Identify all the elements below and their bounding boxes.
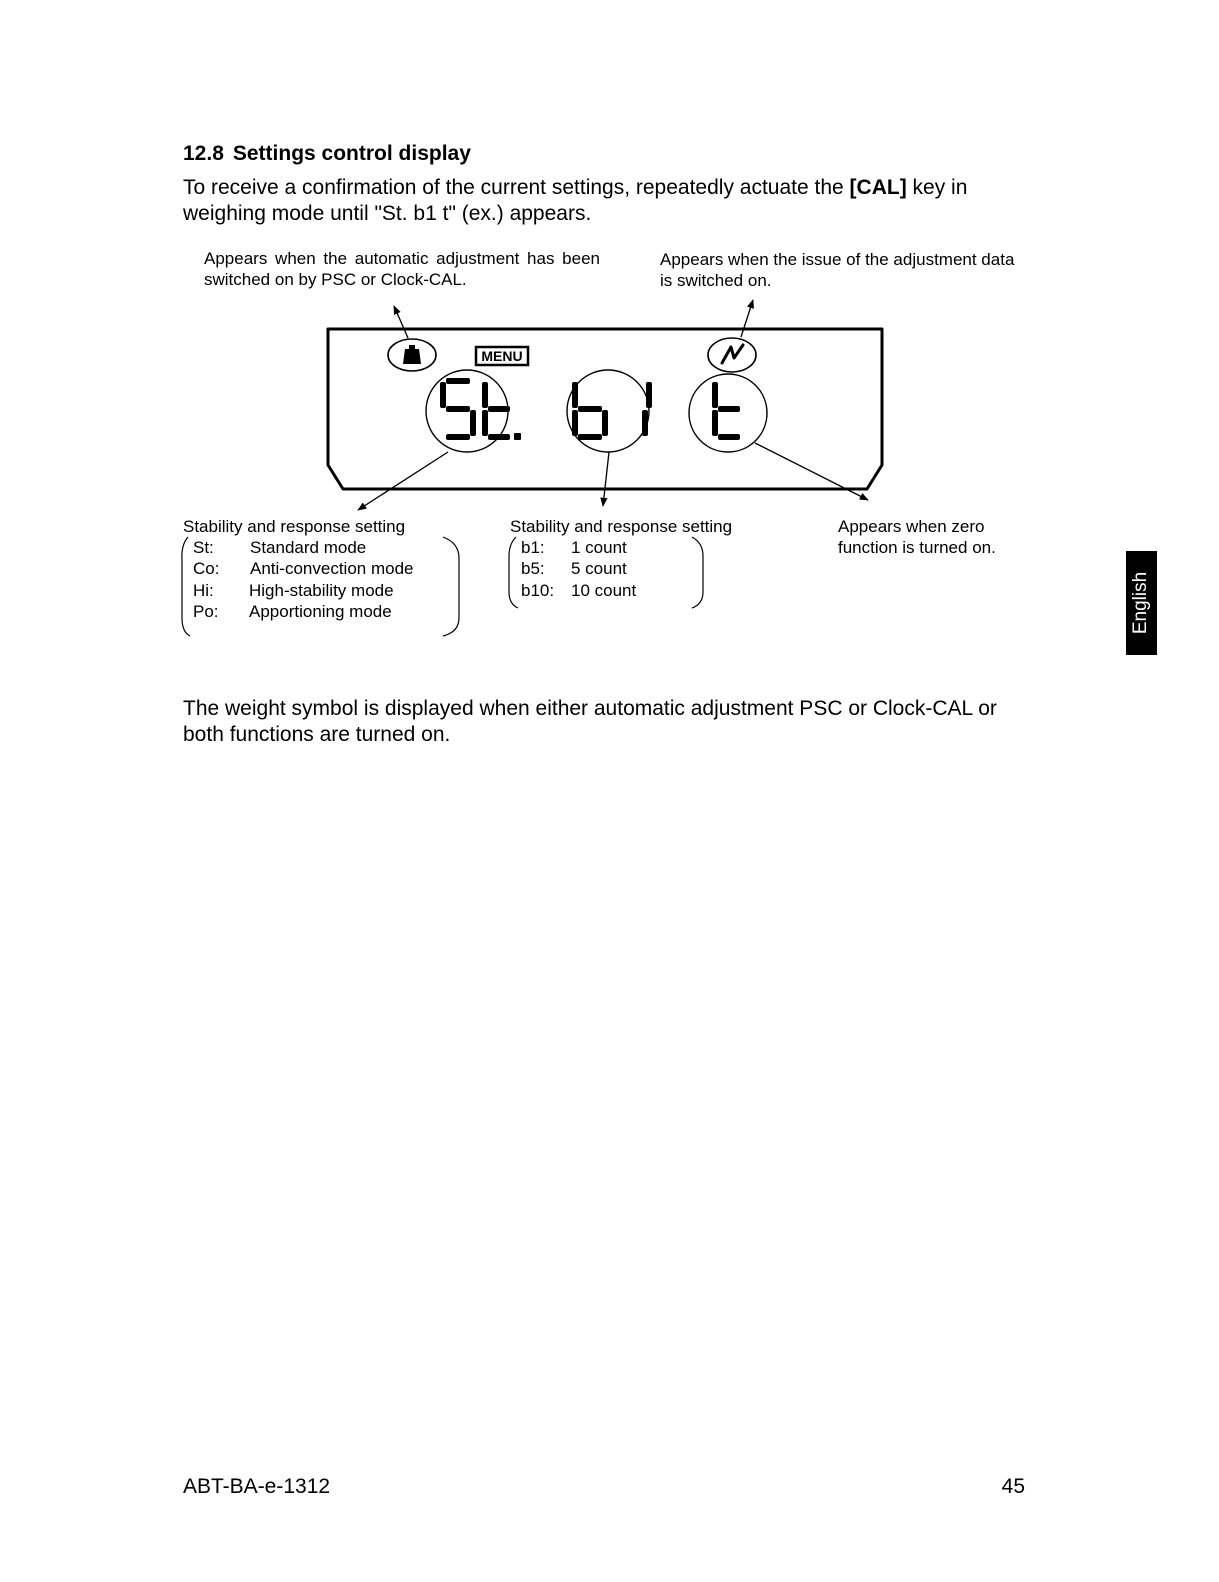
stability-count-title: Stability and response setting xyxy=(510,517,733,536)
mode-text: Standard mode xyxy=(250,538,367,557)
mode-code: Co: xyxy=(193,559,220,579)
stability-count-bracket-left xyxy=(509,537,518,608)
list-item xyxy=(193,580,453,601)
stability-mode-bracket-left xyxy=(182,537,190,636)
mode-text: High-stability mode xyxy=(249,580,394,600)
count-text: 10 count xyxy=(571,580,637,600)
weight-icon xyxy=(388,339,436,371)
data-output-symbol-arrow xyxy=(741,300,753,337)
stability-mode-title: Stability and response setting xyxy=(183,517,406,536)
list-item xyxy=(521,558,701,579)
zero-function-arrow xyxy=(755,443,868,500)
count-code: b10: xyxy=(521,580,555,600)
zero-function-callout: Appears when zero function is turned on. xyxy=(838,517,996,557)
menu-indicator xyxy=(476,347,528,365)
count-text: 5 count xyxy=(571,559,627,579)
data-output-symbol-callout: Appears when the issue of the adjustment data is switched on. xyxy=(660,250,1015,290)
list-item xyxy=(193,537,453,558)
adjustment-symbol-arrow xyxy=(394,306,408,338)
segment-char-t2 xyxy=(712,382,740,440)
data-output-icon xyxy=(708,338,756,372)
mode-code: Po: xyxy=(193,601,219,621)
list-item xyxy=(193,601,453,622)
menu-label: MENU xyxy=(481,348,523,364)
list-item xyxy=(521,580,701,601)
count-code: b1: xyxy=(521,538,545,557)
section-number: 12.8 xyxy=(183,142,224,165)
adjustment-symbol-callout: Appears when the automatic adjustment has been switched on by PSC or Clock-CAL. xyxy=(204,249,600,289)
mode-text: Anti-convection mode xyxy=(250,559,414,579)
stability-mode-arrow xyxy=(358,452,448,510)
language-tab xyxy=(1126,551,1157,655)
intro-text-after: key in weighing mode until "St. b1 t" (ex.) appears. xyxy=(183,176,968,225)
mode-text: Apportioning mode xyxy=(249,601,392,621)
segment-display xyxy=(440,378,740,440)
mode-code: Hi: xyxy=(193,580,214,600)
segment-char-s xyxy=(440,378,476,440)
zero-function-highlight xyxy=(689,374,767,452)
segment-char-t xyxy=(482,382,510,440)
section-title: Settings control display xyxy=(232,142,471,165)
mode-code: St: xyxy=(193,538,214,557)
weight-symbol-note: The weight symbol is displayed when either automatic adjustment PSC or Clock-CAL or both functions are turned on. xyxy=(183,697,997,746)
intro-text-before: To receive a confirmation of the current settings, repeatedly actuate the xyxy=(183,176,850,199)
cal-key-label: [CAL] xyxy=(849,176,907,199)
language-tab-label: English xyxy=(1130,571,1152,635)
stability-count-list xyxy=(521,537,701,601)
stability-count-arrow xyxy=(603,452,609,506)
count-code: b5: xyxy=(521,559,545,579)
segment-decimal-point xyxy=(514,433,521,440)
count-text: 1 count xyxy=(571,538,627,557)
page-number: 45 xyxy=(1001,1475,1025,1498)
list-item xyxy=(193,558,453,579)
footer-doc-id: ABT-BA-e-1312 xyxy=(183,1475,331,1498)
stability-mode-list xyxy=(193,537,453,622)
list-item xyxy=(521,537,701,558)
segment-char-b xyxy=(572,382,608,440)
